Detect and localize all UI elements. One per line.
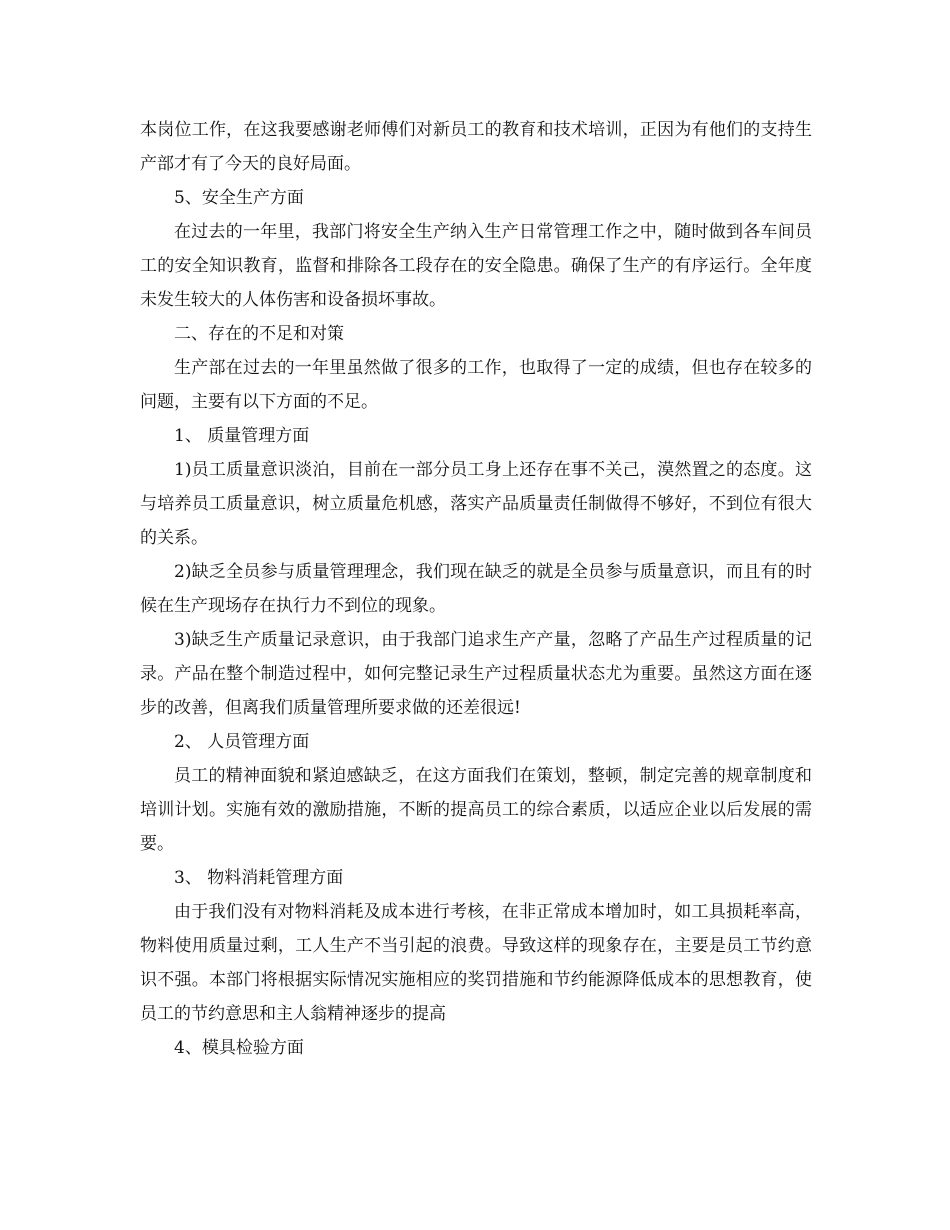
subheading-quality: 1、 质量管理方面 <box>174 426 310 446</box>
section-heading-safety: 5、安全生产方面 <box>174 188 304 208</box>
paragraph-continuation: 本岗位工作，在这我要感谢老师傅们对新员工的教育和技术培训，正因为有他们的支持生产部才有了今天的良好局面。 <box>140 120 812 174</box>
paragraph-quality-3: 3)缺乏生产质量记录意识，由于我部门追求生产产量，忽略了产品生产过程质量的记录。产品在整个制造过程中，如何完整记录生产过程质量状态尤为重要。虽然这方面在逐步的改善，但离我们质量管理所要求做的还差很远! <box>140 630 812 718</box>
paragraph-quality-1: 1)员工质量意识淡泊，目前在一部分员工身上还存在事不关己，漠然置之的态度。这与培养员工质量意识，树立质量危机感，落实产品质量责任制做得不够好，不到位有很大的关系。 <box>140 460 812 548</box>
document-body <box>140 113 812 1065</box>
section-heading-shortcomings: 二、存在的不足和对策 <box>174 324 344 344</box>
paragraph-shortcomings-intro: 生产部在过去的一年里虽然做了很多的工作，也取得了一定的成绩，但也存在较多的问题，主要有以下方面的不足。 <box>140 358 812 412</box>
paragraph-personnel: 员工的精神面貌和紧迫感缺乏，在这方面我们在策划，整顿，制定完善的规章制度和培训计划。实施有效的激励措施，不断的提高员工的综合素质，以适应企业以后发展的需要。 <box>140 766 812 854</box>
subheading-personnel: 2、 人员管理方面 <box>174 732 310 752</box>
paragraph-quality-2: 2)缺乏全员参与质量管理理念，我们现在缺乏的就是全员参与质量意识，而且有的时候在生产现场存在执行力不到位的现象。 <box>140 562 812 616</box>
paragraph-safety: 在过去的一年里，我部门将安全生产纳入生产日常管理工作之中，随时做到各车间员工的安全知识教育，监督和排除各工段存在的安全隐患。确保了生产的有序运行。全年度未发生较大的人体伤害和设备损坏事故。 <box>140 222 812 310</box>
subheading-materials: 3、 物料消耗管理方面 <box>174 868 344 888</box>
paragraph-materials: 由于我们没有对物料消耗及成本进行考核，在非正常成本增加时，如工具损耗率高，物料使用质量过剩，工人生产不当引起的浪费。导致这样的现象存在，主要是员工节约意识不强。本部门将根据实际情况实施相应的奖罚措施和节约能源降低成本的思想教育，使员工的节约意思和主人翁精神逐步的提高 <box>140 902 812 1024</box>
subheading-molds: 4、模具检验方面 <box>174 1038 304 1058</box>
